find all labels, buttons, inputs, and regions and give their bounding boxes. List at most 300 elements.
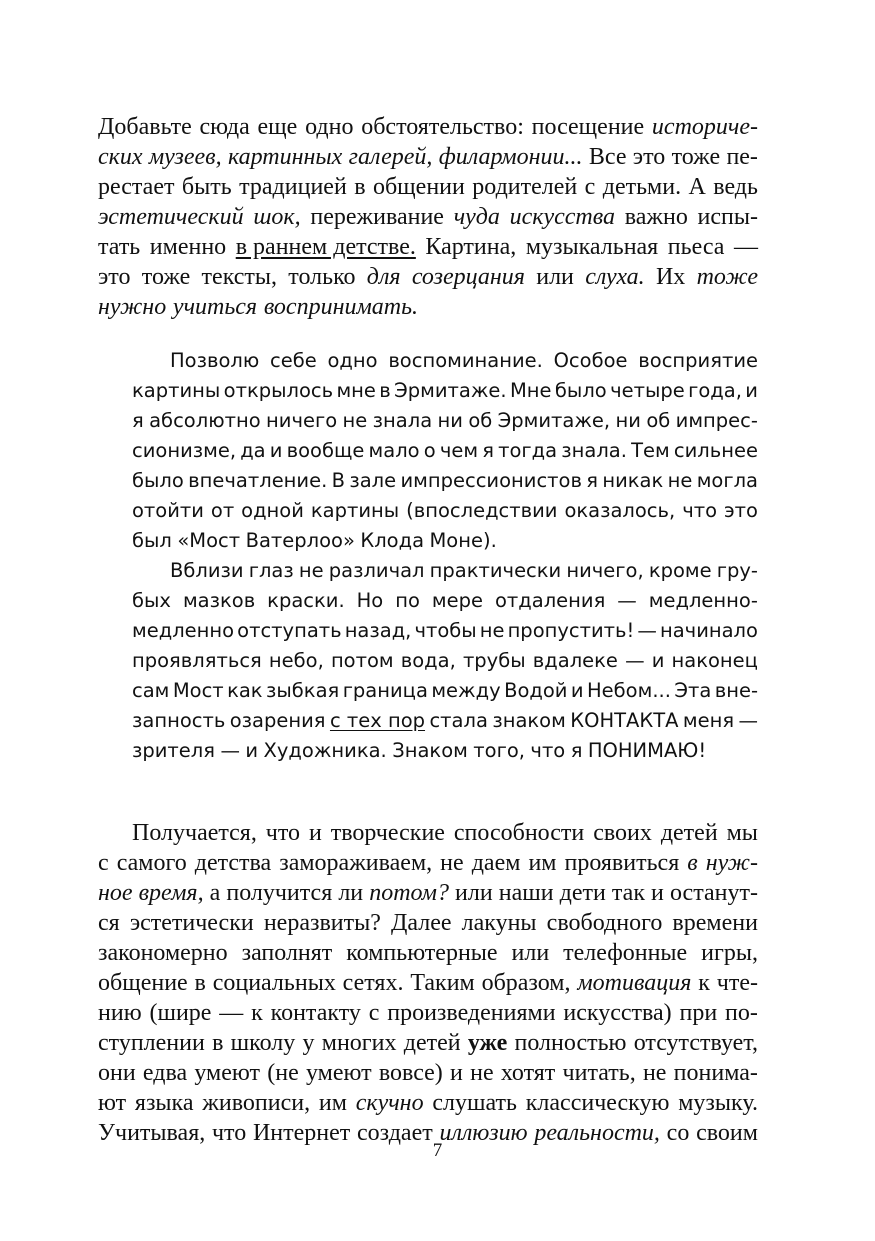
word: было bbox=[554, 379, 607, 402]
word: слуха. bbox=[585, 264, 645, 290]
word: с bbox=[98, 850, 109, 876]
word: полностью bbox=[514, 1030, 627, 1056]
word: тоже bbox=[141, 264, 191, 290]
word: обстоятельство: bbox=[361, 114, 524, 140]
word: создает bbox=[357, 1120, 433, 1146]
word: «Мост bbox=[177, 529, 241, 552]
word: телефонные bbox=[563, 940, 688, 966]
word: впечатление. bbox=[188, 469, 328, 492]
word: запность bbox=[132, 709, 226, 732]
text-line bbox=[132, 496, 758, 526]
word: абсолютно bbox=[149, 409, 261, 432]
text-line bbox=[98, 112, 758, 142]
word: наши bbox=[498, 880, 554, 906]
text-line bbox=[132, 556, 758, 586]
word: игры, bbox=[701, 940, 758, 966]
word: мазков bbox=[182, 589, 256, 612]
word: только bbox=[288, 264, 356, 290]
word: ничего bbox=[266, 409, 338, 432]
word: это bbox=[632, 144, 666, 170]
word: вне- bbox=[714, 679, 758, 702]
word: был bbox=[132, 529, 172, 552]
word: меня bbox=[682, 709, 735, 732]
word: между bbox=[431, 679, 501, 702]
text-line bbox=[132, 586, 758, 616]
word: четыре bbox=[610, 379, 685, 402]
word: мотивация bbox=[577, 970, 692, 996]
word: контакту bbox=[270, 1000, 361, 1026]
word: это bbox=[723, 499, 758, 522]
word: открылось bbox=[223, 379, 334, 402]
text-line bbox=[132, 436, 758, 466]
word: галерей, bbox=[348, 144, 433, 170]
word: для bbox=[366, 264, 401, 290]
word: по bbox=[395, 589, 420, 612]
word: лакуны bbox=[461, 910, 537, 936]
text-line bbox=[132, 466, 758, 496]
word: начинало bbox=[659, 619, 758, 642]
word: быть bbox=[181, 174, 232, 200]
word: нуж- bbox=[705, 850, 758, 876]
word: тоже bbox=[671, 144, 721, 170]
word: в bbox=[354, 174, 366, 200]
word: ют bbox=[98, 1090, 127, 1116]
word: хотят bbox=[500, 1060, 556, 1086]
word: ских bbox=[98, 144, 143, 170]
word: ни bbox=[437, 409, 463, 432]
word: и bbox=[269, 439, 283, 462]
word: искусства) bbox=[563, 1000, 672, 1026]
word: года, bbox=[688, 379, 742, 402]
word: с bbox=[584, 174, 596, 200]
word: не bbox=[642, 1060, 667, 1086]
word: не bbox=[342, 409, 368, 432]
word: я bbox=[586, 469, 599, 492]
word: Ватерлоо» bbox=[245, 529, 355, 552]
word: ничего, bbox=[566, 559, 644, 582]
word: Позволю bbox=[170, 349, 260, 372]
word: своим bbox=[696, 1120, 758, 1146]
word: реальности, bbox=[534, 1120, 660, 1146]
word: практически bbox=[429, 559, 562, 582]
word: сионизме, bbox=[132, 439, 237, 462]
text-line bbox=[98, 202, 758, 232]
word: Учитывая, bbox=[98, 1120, 206, 1146]
word: музеев, bbox=[148, 144, 222, 170]
word: Далее bbox=[391, 910, 452, 936]
word: испы- bbox=[697, 204, 758, 230]
word: детей bbox=[403, 1030, 461, 1056]
word: при bbox=[679, 1000, 718, 1026]
word: неразвиты? bbox=[263, 910, 381, 936]
word: эстетически bbox=[129, 910, 254, 936]
word: классическую bbox=[525, 1090, 670, 1116]
word: способности bbox=[453, 820, 585, 846]
word: краски. bbox=[267, 589, 345, 612]
word: Их bbox=[655, 264, 686, 290]
word: социальных bbox=[212, 970, 336, 996]
word: кроме bbox=[648, 559, 712, 582]
word: тогда bbox=[498, 439, 558, 462]
word: сетях. bbox=[342, 970, 404, 996]
text-line bbox=[132, 376, 758, 406]
word: отойти bbox=[132, 499, 204, 522]
text-line bbox=[132, 706, 758, 736]
word: едва bbox=[142, 1060, 188, 1086]
word: ступлении bbox=[98, 1030, 205, 1056]
word: компьютерные bbox=[346, 940, 498, 966]
word: А bbox=[688, 174, 706, 200]
word: общение bbox=[98, 970, 188, 996]
word: Особое bbox=[553, 349, 628, 372]
text-line bbox=[98, 878, 758, 908]
word: родителей bbox=[472, 174, 578, 200]
word: творческие bbox=[330, 820, 445, 846]
word: тать bbox=[98, 234, 141, 260]
word: понима- bbox=[673, 1060, 758, 1086]
word: знаком bbox=[492, 709, 566, 732]
word: Мост bbox=[172, 679, 224, 702]
word: картины bbox=[132, 379, 221, 402]
word: филармонии... bbox=[438, 144, 583, 170]
word: умеют bbox=[194, 1060, 260, 1086]
word: музыкальная bbox=[525, 234, 659, 260]
text-line bbox=[132, 646, 758, 676]
word: нию bbox=[98, 1000, 142, 1026]
word: одно bbox=[305, 114, 354, 140]
word: Интернет bbox=[252, 1120, 351, 1146]
word: чтобы bbox=[414, 619, 477, 642]
word: еще bbox=[257, 114, 298, 140]
underlined-phrase: с тех пор bbox=[329, 709, 426, 732]
word: могла bbox=[696, 469, 758, 492]
word: никак bbox=[602, 469, 664, 492]
word: и bbox=[245, 739, 259, 762]
word: посещение bbox=[531, 114, 645, 140]
word: иллюзию bbox=[439, 1120, 528, 1146]
text-line bbox=[98, 172, 758, 202]
word: именно bbox=[149, 234, 227, 260]
word: картины bbox=[310, 499, 400, 522]
word: знала bbox=[372, 409, 433, 432]
word: в bbox=[379, 379, 391, 402]
word: различал bbox=[328, 559, 425, 582]
word: гру- bbox=[716, 559, 758, 582]
word: сильнее bbox=[673, 439, 758, 462]
word: глаз bbox=[248, 559, 294, 582]
word: Знаком bbox=[392, 739, 468, 762]
word: произведениями bbox=[387, 1000, 556, 1026]
word: а bbox=[209, 880, 221, 906]
word: зале bbox=[349, 469, 397, 492]
word: умеют bbox=[305, 1060, 372, 1086]
word: рестает bbox=[98, 174, 175, 200]
underlined-phrase: в раннем детстве. bbox=[235, 234, 416, 260]
word: вообще bbox=[286, 439, 365, 462]
word: шок, bbox=[253, 204, 301, 230]
word: что bbox=[682, 499, 717, 522]
word: проявляться bbox=[132, 649, 262, 672]
word: самого bbox=[116, 850, 187, 876]
word: Все bbox=[588, 144, 627, 170]
text-line bbox=[98, 292, 758, 322]
word: как bbox=[227, 679, 263, 702]
word: слушать bbox=[432, 1090, 517, 1116]
word: воспринимать. bbox=[263, 294, 419, 320]
word: им bbox=[528, 850, 557, 876]
word: о bbox=[423, 439, 436, 462]
word: да bbox=[240, 439, 266, 462]
word: Таким bbox=[410, 970, 475, 996]
word: озарения bbox=[229, 709, 326, 732]
word: бых bbox=[132, 589, 171, 612]
word: стала bbox=[429, 709, 488, 732]
word: заполнят bbox=[241, 940, 333, 966]
word: со bbox=[666, 1120, 690, 1146]
word: историче- bbox=[651, 114, 758, 140]
word: небо, bbox=[268, 649, 324, 672]
word: импрессионистов bbox=[400, 469, 582, 492]
word: того, bbox=[473, 739, 525, 762]
word: отступать bbox=[237, 619, 342, 642]
text-line bbox=[98, 818, 758, 848]
word: в bbox=[687, 850, 698, 876]
text-line bbox=[98, 1028, 758, 1058]
word: и bbox=[450, 1060, 463, 1086]
word: мы bbox=[726, 820, 758, 846]
word: у bbox=[302, 1030, 315, 1056]
word: Водой bbox=[504, 679, 568, 702]
word: скучно bbox=[355, 1090, 424, 1116]
word: образом, bbox=[481, 970, 571, 996]
word: по- bbox=[725, 1000, 758, 1026]
text-line bbox=[132, 676, 758, 706]
word: времени bbox=[672, 910, 758, 936]
word: что bbox=[530, 739, 566, 762]
word: и bbox=[308, 820, 322, 846]
word: тексты, bbox=[201, 264, 278, 290]
word: многих bbox=[321, 1030, 397, 1056]
word: даем bbox=[471, 850, 521, 876]
word: это bbox=[98, 264, 131, 290]
word: вода, bbox=[400, 649, 456, 672]
word: я bbox=[482, 439, 494, 462]
word: граница bbox=[342, 679, 428, 702]
text-line bbox=[132, 346, 758, 376]
word: не bbox=[440, 850, 464, 876]
text-line bbox=[98, 908, 758, 938]
word: медленно- bbox=[648, 589, 758, 612]
word: замораживаем, bbox=[279, 850, 433, 876]
word: уже bbox=[467, 1030, 508, 1056]
word: дети bbox=[559, 880, 606, 906]
word: проявиться bbox=[564, 850, 680, 876]
word: — bbox=[733, 234, 758, 260]
word: традицией bbox=[239, 174, 347, 200]
word: чуда bbox=[453, 204, 500, 230]
word: тоже bbox=[696, 264, 758, 290]
text-line bbox=[132, 406, 758, 436]
word: Мне bbox=[509, 379, 552, 402]
word: не bbox=[667, 469, 693, 492]
word: назад, bbox=[344, 619, 412, 642]
word: трубы bbox=[462, 649, 526, 672]
word: об bbox=[646, 409, 671, 432]
word: не bbox=[298, 559, 324, 582]
word: с bbox=[368, 1000, 380, 1026]
word: вовсе) bbox=[378, 1060, 443, 1086]
word: время, bbox=[138, 880, 204, 906]
word: отсутствует, bbox=[633, 1030, 758, 1056]
word: учиться bbox=[172, 294, 258, 320]
word: — bbox=[219, 1000, 244, 1026]
text-line bbox=[98, 1088, 758, 1118]
word: своих bbox=[593, 820, 652, 846]
text-line bbox=[132, 736, 758, 766]
word: или bbox=[511, 940, 550, 966]
text-line bbox=[98, 848, 758, 878]
word: потом? bbox=[369, 880, 449, 906]
word: в bbox=[212, 1030, 224, 1056]
word: восприятие bbox=[638, 349, 758, 372]
text-line bbox=[98, 262, 758, 292]
word: получится bbox=[226, 880, 333, 906]
word: (не bbox=[267, 1060, 299, 1086]
word: Получается, bbox=[132, 820, 257, 846]
word: отдаления bbox=[494, 589, 606, 612]
word: зыбкая bbox=[266, 679, 340, 702]
word: Добавьте bbox=[98, 114, 192, 140]
word: детей bbox=[660, 820, 718, 846]
word: и bbox=[745, 379, 758, 402]
word: я bbox=[132, 409, 144, 432]
word: — bbox=[220, 739, 240, 762]
word: оказалось, bbox=[564, 499, 676, 522]
word: вдалеке bbox=[532, 649, 618, 672]
word: мере bbox=[431, 589, 483, 612]
text-line bbox=[98, 998, 758, 1028]
text-line bbox=[98, 1058, 758, 1088]
word: — bbox=[625, 649, 645, 672]
word: не bbox=[479, 619, 505, 642]
word: важно bbox=[624, 204, 688, 230]
word: к bbox=[251, 1000, 263, 1026]
word: (шире bbox=[149, 1000, 212, 1026]
word: читать, bbox=[562, 1060, 636, 1086]
word: и bbox=[651, 880, 664, 906]
word: детьми. bbox=[602, 174, 682, 200]
word: сюда bbox=[199, 114, 250, 140]
word: медленно bbox=[132, 619, 235, 642]
word: общении bbox=[372, 174, 465, 200]
word: зрителя bbox=[132, 739, 215, 762]
word: ведь bbox=[713, 174, 758, 200]
word: было bbox=[132, 469, 184, 492]
word: и bbox=[651, 649, 665, 672]
word: мало bbox=[368, 439, 420, 462]
word: или bbox=[536, 264, 574, 290]
word: закономерно bbox=[98, 940, 228, 966]
word: к bbox=[698, 970, 710, 996]
word: они bbox=[98, 1060, 136, 1086]
word: в bbox=[194, 970, 206, 996]
word: ся bbox=[98, 910, 120, 936]
word: Эрмитаже, bbox=[497, 409, 611, 432]
word: переживание bbox=[310, 204, 444, 230]
word: ное bbox=[98, 880, 133, 906]
word: одно bbox=[327, 349, 378, 372]
word: что bbox=[211, 1120, 247, 1146]
word: чте- bbox=[716, 970, 758, 996]
text-line bbox=[132, 526, 758, 556]
word: языка bbox=[134, 1090, 194, 1116]
word: Тем bbox=[631, 439, 670, 462]
word: чем bbox=[439, 439, 479, 462]
word: Эта bbox=[674, 679, 712, 702]
word: КОНТАКТА bbox=[570, 709, 679, 732]
word: об bbox=[468, 409, 493, 432]
word: Вблизи bbox=[170, 559, 244, 582]
word: Моне). bbox=[429, 529, 497, 552]
word: музыку. bbox=[678, 1090, 758, 1116]
word: детства bbox=[194, 850, 272, 876]
word: — bbox=[637, 619, 657, 642]
text-line bbox=[98, 938, 758, 968]
text-line bbox=[98, 142, 758, 172]
word: ли bbox=[338, 880, 364, 906]
word: Эрмитаже. bbox=[394, 379, 507, 402]
word: себе bbox=[270, 349, 317, 372]
word: свободного bbox=[546, 910, 663, 936]
word: Художника. bbox=[263, 739, 387, 762]
word: Клода bbox=[360, 529, 425, 552]
word: живописи, bbox=[202, 1090, 311, 1116]
word: наконец bbox=[671, 649, 758, 672]
word: что bbox=[265, 820, 301, 846]
word: пропустить! bbox=[507, 619, 635, 642]
word: В bbox=[331, 469, 346, 492]
word: (впоследствии bbox=[406, 499, 558, 522]
word: ни bbox=[615, 409, 641, 432]
word: Картина, bbox=[425, 234, 517, 260]
word: я bbox=[570, 739, 583, 762]
word: мне bbox=[336, 379, 376, 402]
text-line bbox=[98, 232, 758, 262]
word: так bbox=[611, 880, 645, 906]
word: останут- bbox=[669, 880, 758, 906]
word: знала. bbox=[561, 439, 627, 462]
word: искусства bbox=[509, 204, 615, 230]
word: сам bbox=[132, 679, 170, 702]
word: не bbox=[470, 1060, 494, 1086]
word: школу bbox=[230, 1030, 296, 1056]
word: Но bbox=[356, 589, 384, 612]
word: от bbox=[210, 499, 235, 522]
word: воспоминание. bbox=[388, 349, 543, 372]
word: — bbox=[617, 589, 637, 612]
word: пе- bbox=[726, 144, 758, 170]
word: и bbox=[570, 679, 584, 702]
word: им bbox=[318, 1090, 347, 1116]
text-line bbox=[98, 968, 758, 998]
word: импрес- bbox=[675, 409, 758, 432]
word: потом bbox=[330, 649, 394, 672]
text-line bbox=[132, 616, 758, 646]
word: одной bbox=[241, 499, 304, 522]
word: эстетический bbox=[98, 204, 244, 230]
word: созерцания bbox=[411, 264, 525, 290]
word: картинных bbox=[227, 144, 343, 170]
